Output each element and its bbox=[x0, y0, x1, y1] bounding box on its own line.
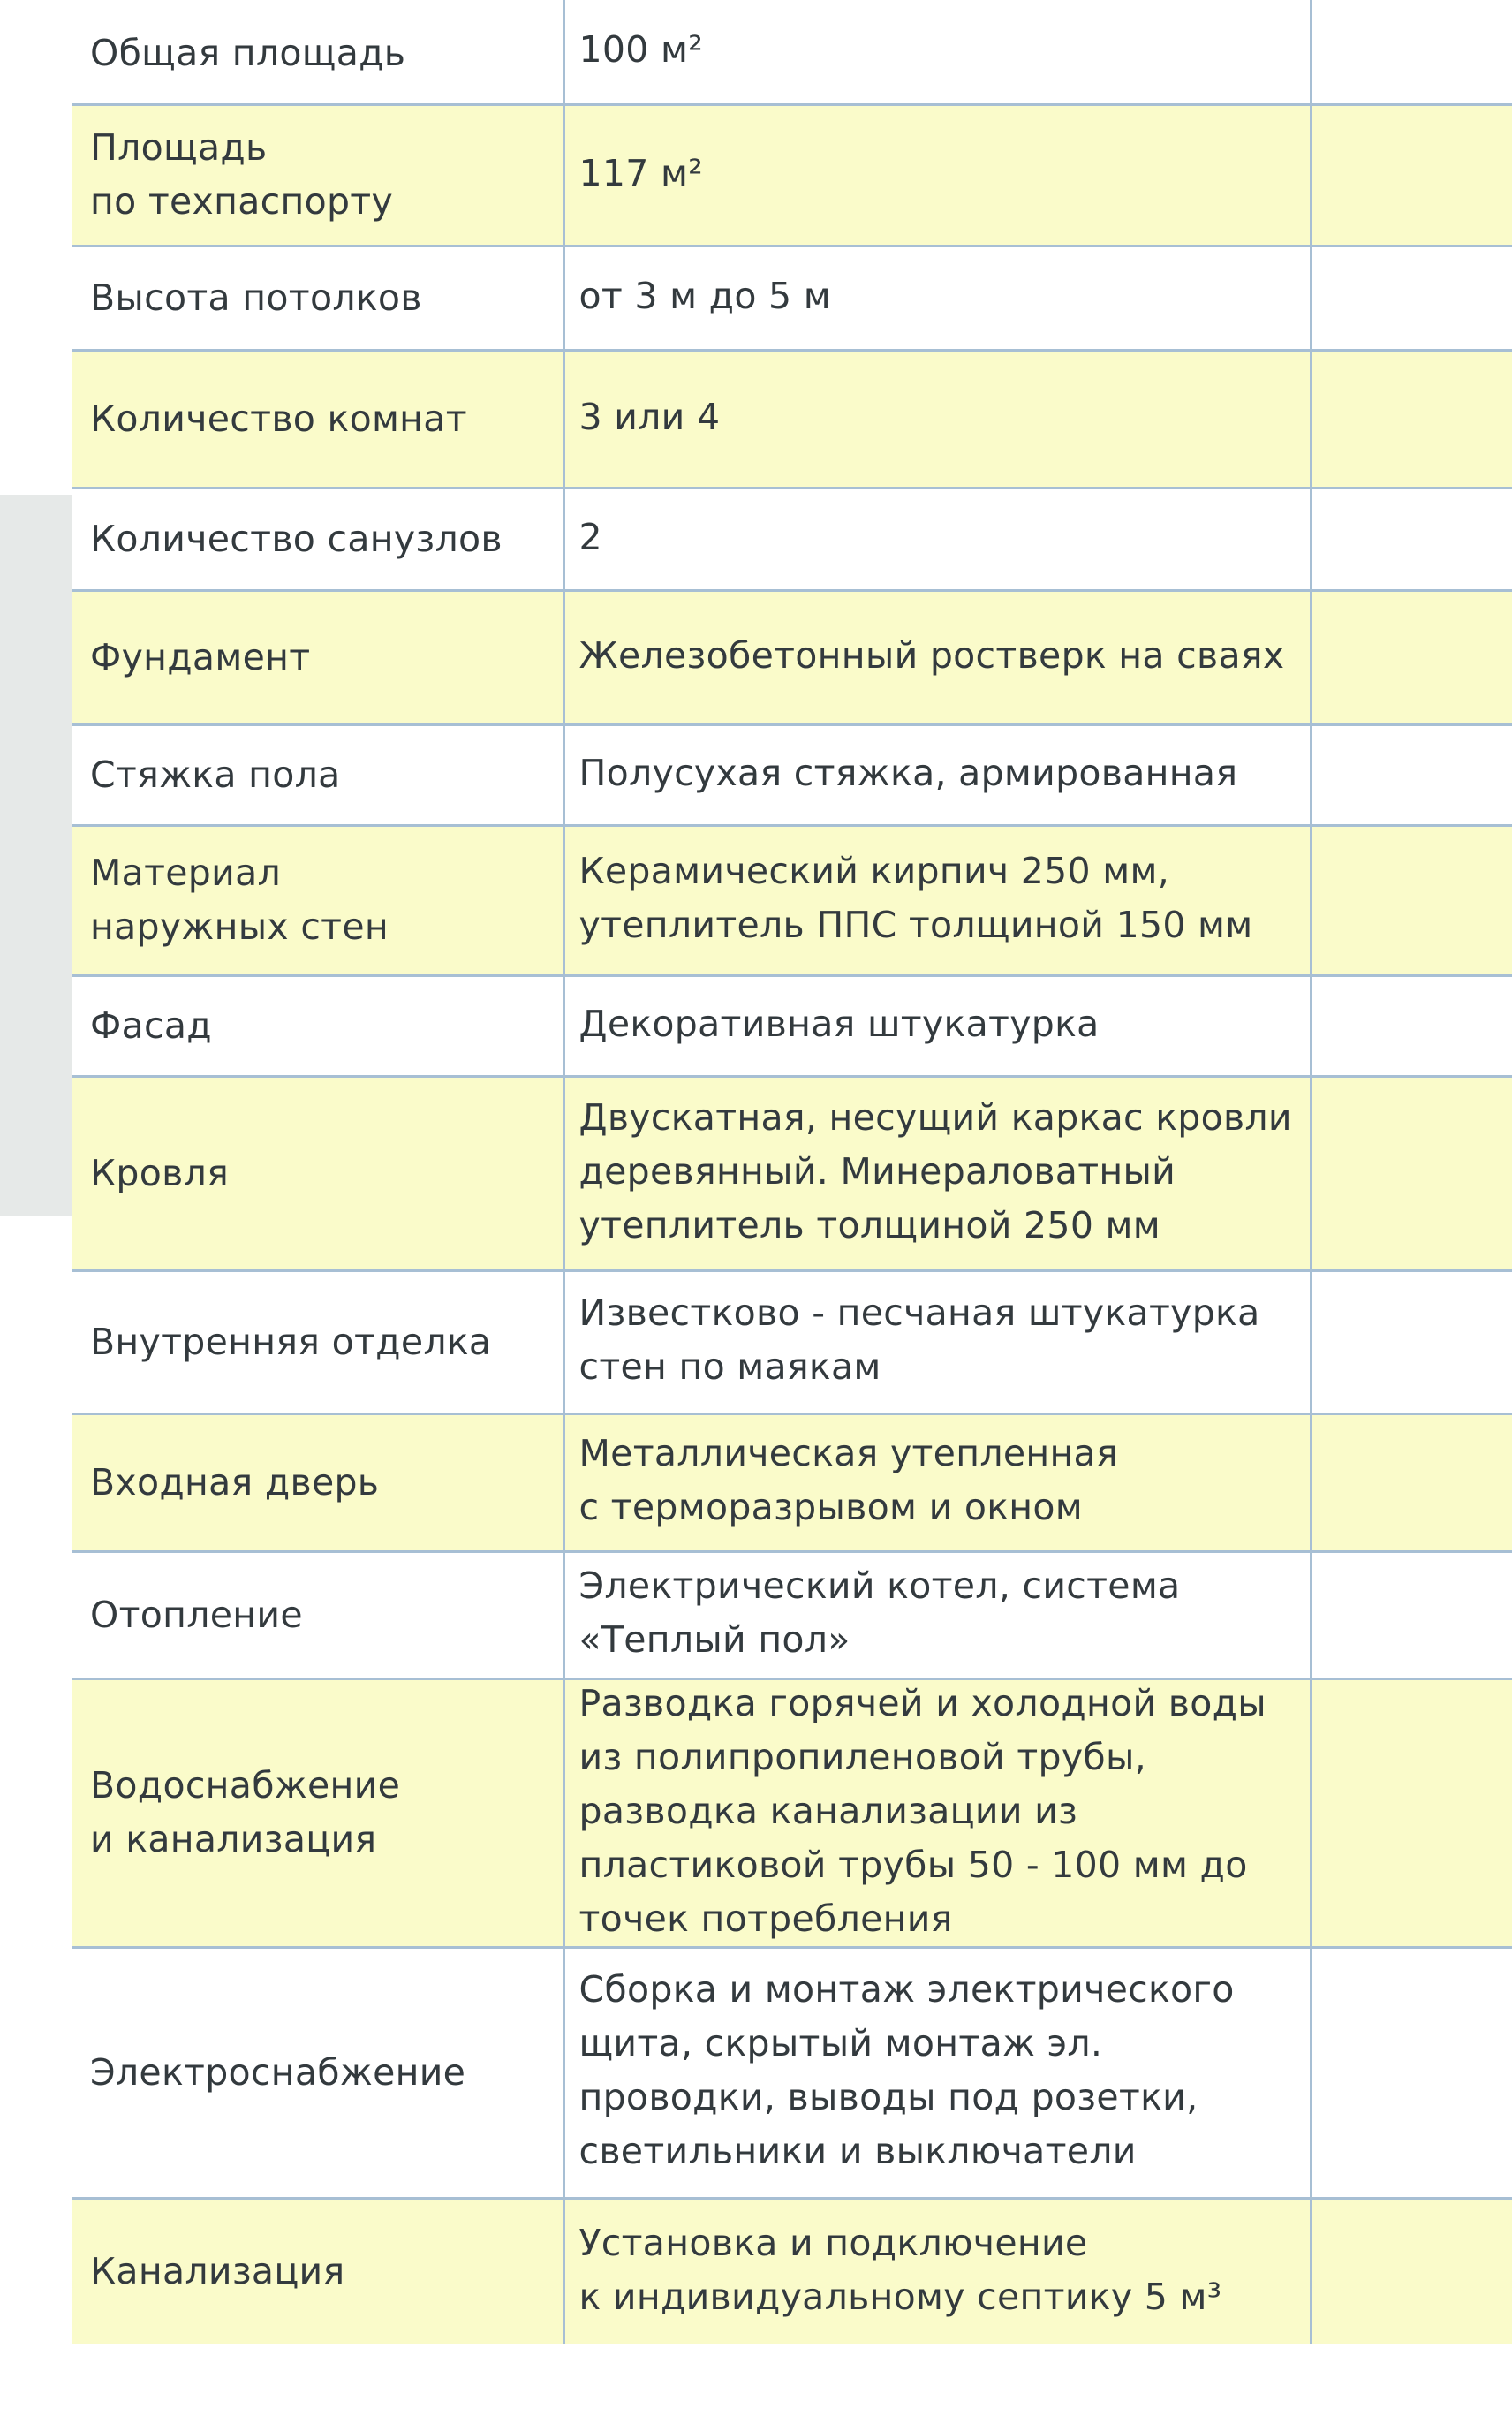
empty-cell bbox=[1311, 1551, 1512, 1678]
spec-value: Железобетонный ростверк на сваях bbox=[563, 590, 1311, 724]
empty-cell bbox=[1311, 104, 1512, 246]
empty-cell bbox=[1311, 488, 1512, 590]
spec-label: Стяжка пола bbox=[72, 724, 563, 825]
spec-value: 3 или 4 bbox=[563, 350, 1311, 488]
table-row bbox=[72, 1270, 1512, 1413]
spec-value: 117 м² bbox=[563, 104, 1311, 246]
spec-label: Канализация bbox=[72, 2198, 563, 2344]
table-row bbox=[72, 2198, 1512, 2344]
spec-value: Двускатная, несущий каркас кровли деревянный. Минераловатный утеплитель толщиной 250 мм bbox=[563, 1076, 1311, 1270]
spec-value: Керамический кирпич 250 мм, утеплитель ППС толщиной 150 мм bbox=[563, 825, 1311, 975]
table-row bbox=[72, 724, 1512, 825]
spec-label: Высота потолков bbox=[72, 246, 563, 350]
spec-label: Внутренняя отделка bbox=[72, 1270, 563, 1413]
spec-value: 2 bbox=[563, 488, 1311, 590]
table-row bbox=[72, 104, 1512, 246]
spec-value: 100 м² bbox=[563, 0, 1311, 104]
table-row bbox=[72, 246, 1512, 350]
spec-label: Площадь по техпаспорту bbox=[72, 104, 563, 246]
spec-value: Полусухая стяжка, армированная bbox=[563, 724, 1311, 825]
spec-value: Электрический котел, система «Теплый пол» bbox=[563, 1551, 1311, 1678]
spec-value: Декоративная штукатурка bbox=[563, 975, 1311, 1076]
empty-cell bbox=[1311, 975, 1512, 1076]
table-row bbox=[72, 1076, 1512, 1270]
table-row bbox=[72, 975, 1512, 1076]
spec-value: Разводка горячей и холодной воды из полипропиленовой трубы, разводка канализации из пластиковой трубы 50 - 100 мм до точек потребления bbox=[563, 1678, 1311, 1947]
table-row bbox=[72, 590, 1512, 724]
table-row bbox=[72, 350, 1512, 488]
table-row bbox=[72, 825, 1512, 975]
spec-value: Установка и подключение к индивидуальному септику 5 м³ bbox=[563, 2198, 1311, 2344]
empty-cell bbox=[1311, 1413, 1512, 1551]
empty-cell bbox=[1311, 724, 1512, 825]
spec-label: Отопление bbox=[72, 1551, 563, 1678]
empty-cell bbox=[1311, 246, 1512, 350]
spec-value: Сборка и монтаж электрического щита, скрытый монтаж эл. проводки, выводы под розетки, светильники и выключатели bbox=[563, 1947, 1311, 2198]
table-row bbox=[72, 488, 1512, 590]
spec-label: Количество санузлов bbox=[72, 488, 563, 590]
table-row bbox=[72, 1678, 1512, 1947]
spec-label: Количество комнат bbox=[72, 350, 563, 488]
empty-cell bbox=[1311, 350, 1512, 488]
spec-label: Общая площадь bbox=[72, 0, 563, 104]
table-row bbox=[72, 1551, 1512, 1678]
side-decoration-strip bbox=[0, 495, 72, 1216]
spec-label: Водоснабжение и канализация bbox=[72, 1678, 563, 1947]
spec-label: Электроснабжение bbox=[72, 1947, 563, 2198]
spec-value: Известково - песчаная штукатурка стен по маякам bbox=[563, 1270, 1311, 1413]
empty-cell bbox=[1311, 590, 1512, 724]
empty-cell bbox=[1311, 825, 1512, 975]
house-specs-table bbox=[72, 0, 1512, 2344]
spec-label: Кровля bbox=[72, 1076, 563, 1270]
spec-label: Фундамент bbox=[72, 590, 563, 724]
empty-cell bbox=[1311, 1076, 1512, 1270]
empty-cell bbox=[1311, 2198, 1512, 2344]
spec-label: Материал наружных стен bbox=[72, 825, 563, 975]
spec-label: Фасад bbox=[72, 975, 563, 1076]
empty-cell bbox=[1311, 1678, 1512, 1947]
empty-cell bbox=[1311, 1947, 1512, 2198]
spec-value: Металлическая утепленная с терморазрывом и окном bbox=[563, 1413, 1311, 1551]
spec-label: Входная дверь bbox=[72, 1413, 563, 1551]
empty-cell bbox=[1311, 0, 1512, 104]
empty-cell bbox=[1311, 1270, 1512, 1413]
table-row bbox=[72, 1413, 1512, 1551]
spec-value: от 3 м до 5 м bbox=[563, 246, 1311, 350]
table-row bbox=[72, 1947, 1512, 2198]
table-row bbox=[72, 0, 1512, 104]
